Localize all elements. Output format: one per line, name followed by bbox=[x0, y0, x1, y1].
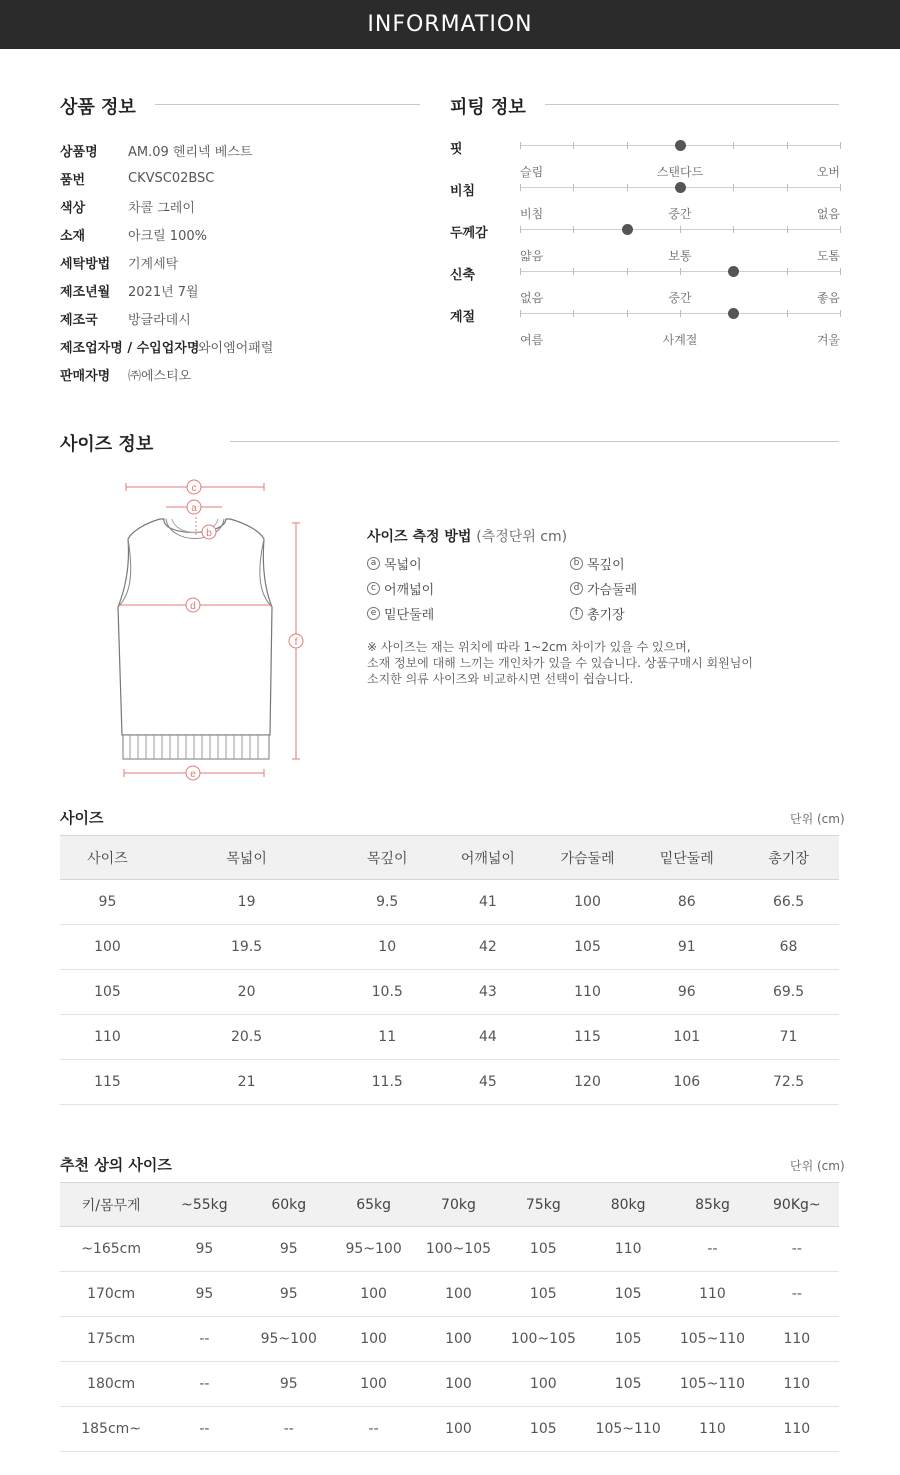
scale-tick bbox=[787, 142, 788, 149]
table-cell: 100 bbox=[416, 1272, 500, 1317]
table-cell: 21 bbox=[155, 1060, 338, 1105]
table-cell: 100 bbox=[416, 1407, 500, 1452]
product-info-title: 상품 정보 bbox=[60, 97, 136, 118]
fitting-row bbox=[450, 178, 840, 220]
table-row bbox=[60, 925, 839, 970]
table-cell: 100 bbox=[540, 880, 636, 925]
scale-tick bbox=[520, 310, 521, 317]
size-info-title: 사이즈 정보 bbox=[60, 434, 154, 455]
table-header-cell: 사이즈 bbox=[60, 836, 155, 880]
scale-tick bbox=[520, 268, 521, 275]
fitting-scale-label: 중간 bbox=[668, 291, 692, 305]
scale-tick bbox=[787, 184, 788, 191]
fitting-indicator bbox=[675, 182, 686, 193]
method-list bbox=[367, 554, 787, 623]
product-info-key: 제조국 bbox=[60, 312, 98, 328]
scale-tick bbox=[573, 184, 574, 191]
table-header-cell: 65kg bbox=[331, 1183, 416, 1227]
product-info-value: 2021년 7월 bbox=[128, 284, 199, 300]
table-cell: 105~110 bbox=[670, 1362, 754, 1407]
table-cell: 110 bbox=[755, 1362, 839, 1407]
method-item bbox=[367, 554, 570, 573]
scale-tick bbox=[627, 142, 628, 149]
header-bar bbox=[0, 0, 900, 49]
table-cell: 100 bbox=[416, 1362, 500, 1407]
table-cell: -- bbox=[670, 1227, 754, 1272]
fitting-scale bbox=[520, 145, 840, 179]
table-cell: 44 bbox=[436, 1015, 539, 1060]
fitting-scale-label: 없음 bbox=[520, 291, 544, 305]
table-cell: 72.5 bbox=[738, 1060, 839, 1105]
product-info-list bbox=[60, 136, 420, 388]
measurement-method bbox=[367, 526, 787, 687]
table-cell: 110 bbox=[755, 1407, 839, 1452]
table-cell: 95 bbox=[247, 1362, 331, 1407]
scale-tick bbox=[520, 142, 521, 149]
scale-tick bbox=[787, 226, 788, 233]
table-cell: 101 bbox=[635, 1015, 738, 1060]
product-info-value: CKVSC02BSC bbox=[128, 170, 215, 186]
table-cell: 105~110 bbox=[586, 1407, 670, 1452]
table-cell: 105 bbox=[540, 925, 636, 970]
table-header-cell: 90Kg~ bbox=[755, 1183, 839, 1227]
fitting-scale-label: 중간 bbox=[668, 207, 692, 221]
table-cell: 41 bbox=[436, 880, 539, 925]
table-cell: 91 bbox=[635, 925, 738, 970]
table-cell: 180cm bbox=[60, 1362, 162, 1407]
scale-tick bbox=[573, 142, 574, 149]
table-cell: 105 bbox=[586, 1317, 670, 1362]
table-row bbox=[60, 1407, 839, 1452]
divider bbox=[545, 104, 839, 105]
table-cell: 20 bbox=[155, 970, 338, 1015]
scale-tick bbox=[627, 310, 628, 317]
table-cell: 105 bbox=[586, 1272, 670, 1317]
vest-illustration bbox=[100, 475, 320, 785]
size-table-unit: 단위 (cm) bbox=[790, 812, 845, 826]
scale-tick bbox=[520, 184, 521, 191]
product-info-key: 색상 bbox=[60, 200, 86, 216]
fitting-indicator bbox=[622, 224, 633, 235]
table-cell: -- bbox=[755, 1272, 839, 1317]
size-table bbox=[60, 835, 839, 1105]
table-cell: 10.5 bbox=[338, 970, 436, 1015]
fitting-key: 비침 bbox=[450, 184, 476, 199]
divider bbox=[230, 441, 839, 442]
table-cell: -- bbox=[331, 1407, 416, 1452]
fitting-scale-label: 사계절 bbox=[662, 333, 698, 347]
marker-badge: e bbox=[367, 607, 380, 620]
method-label: 밑단둘레 bbox=[384, 608, 435, 623]
table-cell: 185cm~ bbox=[60, 1407, 162, 1452]
fitting-key: 계절 bbox=[450, 310, 476, 325]
table-cell: 105~110 bbox=[670, 1317, 754, 1362]
product-info-row bbox=[60, 136, 420, 164]
table-header-row bbox=[60, 1183, 839, 1227]
table-cell: 105 bbox=[501, 1227, 586, 1272]
table-cell: 115 bbox=[540, 1015, 636, 1060]
table-header-cell: 총기장 bbox=[738, 836, 839, 880]
product-info-key: 세탁방법 bbox=[60, 256, 111, 272]
product-info-key: 소재 bbox=[60, 228, 86, 244]
table-cell: 100 bbox=[331, 1362, 416, 1407]
scale-tick bbox=[733, 142, 734, 149]
table-cell: 95~100 bbox=[247, 1317, 331, 1362]
fitting-row bbox=[450, 262, 840, 304]
fitting-scale bbox=[520, 271, 840, 305]
fitting-scale-label: 없음 bbox=[816, 207, 840, 221]
product-info-row bbox=[60, 360, 420, 388]
product-info-key: 판매자명 bbox=[60, 368, 111, 384]
table-header-cell: ~55kg bbox=[162, 1183, 246, 1227]
fitting-row bbox=[450, 136, 840, 178]
table-cell: 120 bbox=[540, 1060, 636, 1105]
method-unit: (측정단위 cm) bbox=[476, 529, 568, 545]
table-cell: 19 bbox=[155, 880, 338, 925]
table-cell: 110 bbox=[586, 1227, 670, 1272]
product-info-key: 제조업자명 / 수입업자명 bbox=[60, 340, 200, 356]
table-cell: 11 bbox=[338, 1015, 436, 1060]
table-cell: 96 bbox=[635, 970, 738, 1015]
scale-tick bbox=[787, 310, 788, 317]
method-item bbox=[367, 604, 570, 623]
table-cell: -- bbox=[162, 1407, 246, 1452]
rec-table-title: 추천 상의 사이즈 bbox=[60, 1156, 172, 1174]
fitting-scale bbox=[520, 229, 840, 263]
table-cell: 105 bbox=[501, 1272, 586, 1317]
fitting-scale-label: 오버 bbox=[816, 165, 840, 179]
fitting-scale-label: 스탠다드 bbox=[656, 165, 704, 179]
size-note: ※ 사이즈는 재는 위치에 따라 1~2cm 차이가 있을 수 있으며, 소재 정보에 대해 느끼는 개인차가 있을 수 있습니다. 상품구매시 회원님이 소지한 의류 사이즈와 비교하시면 선택이 쉽습니다. bbox=[367, 640, 753, 686]
scale-tick bbox=[680, 268, 681, 275]
fitting-indicator bbox=[728, 308, 739, 319]
table-header-cell: 85kg bbox=[670, 1183, 754, 1227]
product-info-key: 제조년월 bbox=[60, 284, 111, 300]
table-cell: 95 bbox=[162, 1272, 246, 1317]
method-item bbox=[570, 579, 770, 598]
table-cell: -- bbox=[162, 1317, 246, 1362]
marker-b: b bbox=[206, 528, 212, 539]
product-info-row bbox=[60, 248, 420, 276]
product-info-value: ㈜에스티오 bbox=[128, 368, 192, 384]
rec-table-unit: 단위 (cm) bbox=[790, 1159, 845, 1173]
table-cell: 66.5 bbox=[738, 880, 839, 925]
product-info-row bbox=[60, 304, 420, 332]
table-cell: 105 bbox=[501, 1407, 586, 1452]
table-cell: 19.5 bbox=[155, 925, 338, 970]
table-row bbox=[60, 1227, 839, 1272]
marker-badge: c bbox=[367, 582, 380, 595]
table-cell: 170cm bbox=[60, 1272, 162, 1317]
fitting-scale-label: 얇음 bbox=[520, 249, 544, 263]
table-cell: 95 bbox=[247, 1272, 331, 1317]
product-info-row bbox=[60, 220, 420, 248]
marker-a: a bbox=[191, 503, 197, 514]
table-cell: 100 bbox=[331, 1272, 416, 1317]
fitting-scale bbox=[520, 187, 840, 221]
scale-tick bbox=[573, 226, 574, 233]
fitting-scale-label: 겨울 bbox=[816, 333, 840, 347]
product-info-row bbox=[60, 276, 420, 304]
table-cell: 95 bbox=[247, 1227, 331, 1272]
table-cell: 105 bbox=[586, 1362, 670, 1407]
fitting-scale bbox=[520, 313, 840, 347]
divider bbox=[155, 104, 420, 105]
method-label: 가슴둘레 bbox=[587, 583, 638, 598]
product-info-row bbox=[60, 332, 420, 360]
table-cell: 100~105 bbox=[416, 1227, 500, 1272]
table-row bbox=[60, 1362, 839, 1407]
product-info-key: 상품명 bbox=[60, 144, 98, 160]
scale-tick bbox=[840, 184, 841, 191]
table-header-cell: 목넓이 bbox=[155, 836, 338, 880]
marker-badge: f bbox=[570, 607, 583, 620]
scale-tick bbox=[573, 268, 574, 275]
table-cell: 175cm bbox=[60, 1317, 162, 1362]
scale-tick bbox=[733, 226, 734, 233]
table-header-cell: 60kg bbox=[247, 1183, 331, 1227]
marker-f: f bbox=[294, 637, 298, 648]
table-cell: 95~100 bbox=[331, 1227, 416, 1272]
table-row bbox=[60, 1060, 839, 1105]
fitting-info-list bbox=[450, 136, 840, 346]
table-cell: 110 bbox=[670, 1407, 754, 1452]
scale-tick bbox=[840, 142, 841, 149]
header-title: INFORMATION bbox=[367, 12, 533, 37]
table-cell: 110 bbox=[540, 970, 636, 1015]
table-cell: 106 bbox=[635, 1060, 738, 1105]
table-cell: 110 bbox=[755, 1317, 839, 1362]
scale-tick bbox=[787, 268, 788, 275]
table-cell: 20.5 bbox=[155, 1015, 338, 1060]
marker-e: e bbox=[190, 769, 196, 780]
table-header-cell: 밑단둘레 bbox=[635, 836, 738, 880]
fitting-key: 두께감 bbox=[450, 226, 488, 241]
fitting-indicator bbox=[728, 266, 739, 277]
scale-tick bbox=[627, 184, 628, 191]
scale-tick bbox=[520, 226, 521, 233]
table-cell: 95 bbox=[162, 1227, 246, 1272]
table-header-cell: 75kg bbox=[501, 1183, 586, 1227]
method-item bbox=[367, 579, 570, 598]
fitting-row bbox=[450, 304, 840, 346]
fitting-indicator bbox=[675, 140, 686, 151]
fitting-key: 핏 bbox=[450, 142, 463, 157]
product-info-value: 차콜 그레이 bbox=[128, 200, 195, 216]
size-table-title: 사이즈 bbox=[60, 809, 104, 827]
product-info-row bbox=[60, 192, 420, 220]
table-cell: 110 bbox=[60, 1015, 155, 1060]
table-cell: 86 bbox=[635, 880, 738, 925]
table-cell: ~165cm bbox=[60, 1227, 162, 1272]
table-row bbox=[60, 1272, 839, 1317]
marker-badge: d bbox=[570, 582, 583, 595]
table-cell: 42 bbox=[436, 925, 539, 970]
method-item bbox=[570, 604, 770, 623]
table-cell: 43 bbox=[436, 970, 539, 1015]
fitting-scale-label: 슬림 bbox=[520, 165, 544, 179]
scale-tick bbox=[573, 310, 574, 317]
table-cell: 115 bbox=[60, 1060, 155, 1105]
table-header-row bbox=[60, 836, 839, 880]
table-cell: -- bbox=[755, 1227, 839, 1272]
scale-tick bbox=[680, 226, 681, 233]
table-header-cell: 목깊이 bbox=[338, 836, 436, 880]
table-cell: 69.5 bbox=[738, 970, 839, 1015]
scale-tick bbox=[840, 226, 841, 233]
table-cell: 10 bbox=[338, 925, 436, 970]
table-cell: 110 bbox=[670, 1272, 754, 1317]
fitting-scale-label: 보통 bbox=[668, 249, 692, 263]
scale-tick bbox=[680, 310, 681, 317]
product-info-value: 기계세탁 bbox=[128, 256, 179, 272]
table-cell: 9.5 bbox=[338, 880, 436, 925]
scale-tick bbox=[627, 268, 628, 275]
method-label: 총기장 bbox=[587, 608, 625, 623]
table-cell: 100 bbox=[501, 1362, 586, 1407]
method-title: 사이즈 측정 방법 (측정단위 cm) bbox=[367, 529, 568, 545]
method-label: 목깊이 bbox=[587, 558, 625, 573]
product-info-row bbox=[60, 164, 420, 192]
marker-badge: b bbox=[570, 557, 583, 570]
table-row bbox=[60, 970, 839, 1015]
product-info-key: 품번 bbox=[60, 172, 86, 188]
table-cell: -- bbox=[162, 1362, 246, 1407]
scale-tick bbox=[733, 184, 734, 191]
method-label: 목넓이 bbox=[384, 558, 422, 573]
fitting-scale-label: 좋음 bbox=[816, 291, 840, 305]
method-item bbox=[570, 554, 770, 573]
table-header-cell: 70kg bbox=[416, 1183, 500, 1227]
product-info-value: 와이엠어패럴 bbox=[198, 340, 274, 356]
table-cell: 105 bbox=[60, 970, 155, 1015]
table-header-cell: 80kg bbox=[586, 1183, 670, 1227]
table-cell: 68 bbox=[738, 925, 839, 970]
product-info-value: 방글라데시 bbox=[128, 312, 191, 328]
table-header-cell: 어깨넓이 bbox=[436, 836, 539, 880]
table-row bbox=[60, 1015, 839, 1060]
table-header-cell: 키/몸무게 bbox=[60, 1183, 162, 1227]
table-header-cell: 가슴둘레 bbox=[540, 836, 636, 880]
table-cell: 71 bbox=[738, 1015, 839, 1060]
table-cell: 100 bbox=[331, 1317, 416, 1362]
recommended-size-table bbox=[60, 1182, 839, 1452]
vest-size-diagram bbox=[100, 475, 320, 785]
marker-c: c bbox=[191, 483, 197, 494]
fitting-scale-label: 도톰 bbox=[816, 249, 840, 263]
table-cell: 100 bbox=[60, 925, 155, 970]
marker-badge: a bbox=[367, 557, 380, 570]
table-cell: 11.5 bbox=[338, 1060, 436, 1105]
fitting-row bbox=[450, 220, 840, 262]
scale-tick bbox=[840, 310, 841, 317]
product-info-value: 아크릴 100% bbox=[128, 228, 207, 244]
table-cell: -- bbox=[247, 1407, 331, 1452]
scale-tick bbox=[840, 268, 841, 275]
table-cell: 45 bbox=[436, 1060, 539, 1105]
table-cell: 100 bbox=[416, 1317, 500, 1362]
table-cell: 100~105 bbox=[501, 1317, 586, 1362]
marker-d: d bbox=[190, 601, 196, 612]
fitting-key: 신축 bbox=[450, 268, 476, 283]
table-row bbox=[60, 880, 839, 925]
fitting-info-title: 피팅 정보 bbox=[450, 97, 526, 118]
fitting-scale-label: 비침 bbox=[520, 207, 544, 221]
method-label: 어깨넓이 bbox=[384, 583, 435, 598]
table-row bbox=[60, 1317, 839, 1362]
product-info-value: AM.09 헨리넥 베스트 bbox=[128, 144, 253, 160]
fitting-scale-label: 여름 bbox=[520, 333, 544, 347]
table-cell: 95 bbox=[60, 880, 155, 925]
